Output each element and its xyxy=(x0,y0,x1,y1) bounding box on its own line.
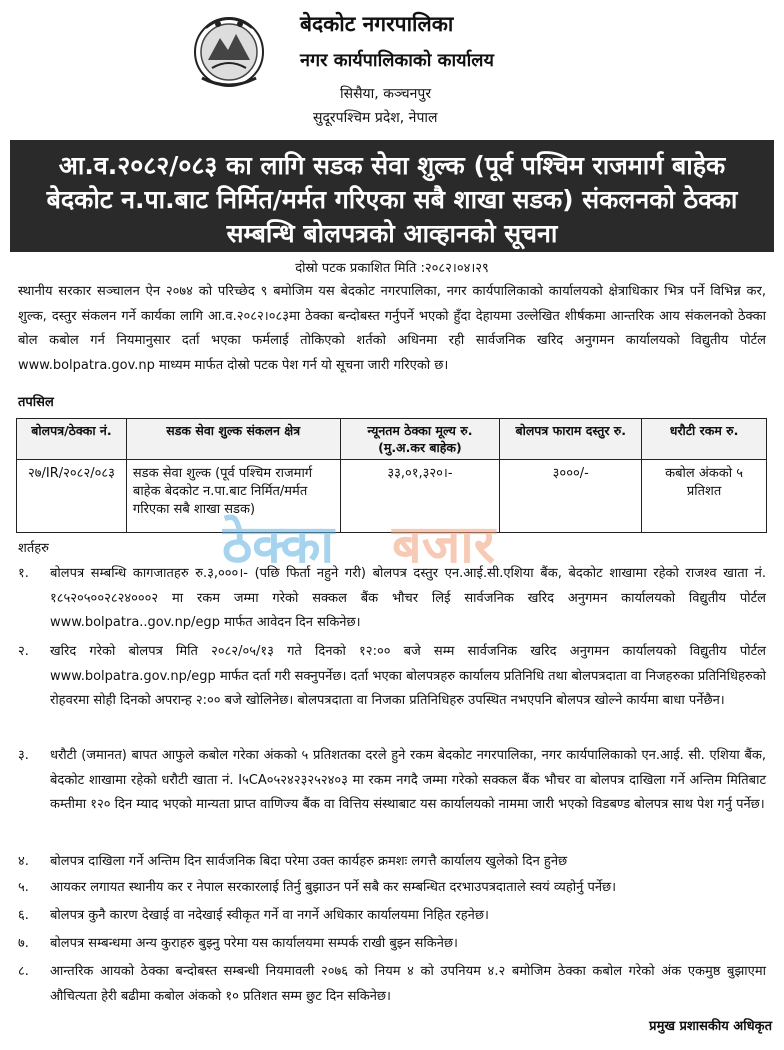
condition-text: खरिद गरेको बोलपत्र मिति २०८२/०५/१३ गते दिनको १२:०० बजे सम्म सार्वजनिक खरिद अनुगमन कार्यालयको विद्युतीय पोर्टल www.bolpatra.gov.np/egp मार्फत दर्ता गरी सक्नुपर्नेछ। दर्ता भएका बोलपत्रहरु कार्यालय प्रतिनिधि तथा बोलपत्रदाता वा निजहरुका प्रतिनिधिहरुको रोहवरमा सोही दिनको अपरान्ह २:०० बजे खोलिनेछ। बोलपत्रदाता वा निजका प्रतिनिधिहरु उपस्थित नभएपनि बोलपत्र खोल्ने कार्यमा बाधा पर्नेछैन। xyxy=(50,644,766,708)
watermark-part-1: ठेक्का xyxy=(222,515,334,575)
address-line-1: सिसैया, कञ्चनपुर xyxy=(340,86,432,102)
condition-number: ५. xyxy=(18,880,29,895)
details-label: तपसिल xyxy=(18,395,54,410)
address-line-2: सुदूरपश्चिम प्रदेश, नेपाल xyxy=(313,110,438,126)
published-date: दोस्रो पटक प्रकाशित मिति :२०८२।०४।२९ xyxy=(295,261,489,276)
condition-text: धरौटी (जमानत) बापत आफुले कबोल गरेका अंकको ५ प्रतिशतका दरले हुने रकम बेदकोट नगरपालिका, नगर कार्यपालिकाको एन.आई. सी. एशिया बैंक, बेदकोट शाखामा रहेको धरौटी खाता नं. I५CA०५२४२३२५२४०३ मा रकम नगदै जम्मा गरेको सक्कल बैंक भौचर वा बोलपत्र दाखिला गर्ने अन्तिम मितिबाट कम्तीमा १२० दिन म्याद भएको मान्यता प्राप्त वाणिज्य बैंक वा वित्तिय संस्थाबाट यस कार्यालयको नाममा जारी भएको विडबण्ड बोलपत्र साथ पेश गर्नु पर्नेछ। xyxy=(50,748,766,812)
condition-text: बोलपत्र सम्बन्धमा अन्य कुराहरु बुझ्नु परेमा यस कार्यालयमा सम्पर्क राखी बुझ्न सकिनेछ। xyxy=(50,936,458,951)
condition-text: बोलपत्र सम्बन्धि कागजातहरु रु.३,०००।- (पछि फिर्ता नहुने गरी) बोलपत्र दस्तुर एन.आई.सी.एशिया बैंक, बेदकोट शाखामा रहेको राजश्व खाता नं. १८५२०५००२८२४०००२ मा रकम जम्मा गरेको सक्कल बैंक भौचर लिई सार्वजनिक खरिद अनुगमन कार्यालयको विद्युतीय पोर्टल www.bolpatra..gov.np/egp मार्फत आवेदन दिन सकिनेछ। xyxy=(50,566,766,630)
org-name: बेदकोट नगरपालिका xyxy=(300,12,454,36)
title-line-2: बेदकोट न.पा.बाट निर्मित/मर्मत गरिएका सबै शाखा सडक) संकलनको ठेक्का xyxy=(46,185,738,214)
cell-contract-no: २७/IR/२०८२/०८३ xyxy=(17,460,127,533)
cell-min-price: ३३,०१,३२०।- xyxy=(340,460,500,533)
condition-text: आन्तरिक आयको ठेक्का बन्दोबस्त सम्बन्धी नियमावली २०७६ को नियम ४ को उपनियम ४.२ बमोजिम ठेक्का कबोल गरेको अंक एकमुष्ठ बुझाएमा औचित्यता हेरी बढीमा कबोल अंकको १० प्रतिशत सम्म छुट दिन सकिनेछ। xyxy=(50,964,766,1004)
header-area: सडक सेवा शुल्क संकलन क्षेत्र xyxy=(126,419,340,460)
condition-number: २. xyxy=(18,644,29,659)
signature-title: प्रमुख प्रशासकीय अधिकृत xyxy=(649,1019,772,1034)
condition-text: आयकर लगायत स्थानीय कर र नेपाल सरकारलाई तिर्नु बुझाउन पर्ने सबै कर सम्बन्धित दरभाउपत्रदाताले स्वयं व्यहोर्नु पर्नेछ। xyxy=(50,880,617,895)
title-line-1: आ.व.२०८२/०८३ का लागि सडक सेवा शुल्क (पूर्व पश्चिम राजमार्ग बाहेक xyxy=(58,151,726,180)
condition-number: ४. xyxy=(18,854,29,869)
header-min-price: न्यूनतम ठेक्का मूल्य रु.(मु.अ.कर बाहेक) xyxy=(340,419,500,460)
conditions-label: शर्तहरु xyxy=(18,541,49,556)
condition-text: बोलपत्र कुनै कारण देखाई वा नदेखाई स्वीकृत गर्ने वा नगर्ने अधिकार कार्यालयमा निहित रहनेछ। xyxy=(50,908,489,923)
header-contract-no: बोलपत्र/ठेक्का नं. xyxy=(17,419,127,460)
notice-title-banner xyxy=(10,140,774,252)
header-form-fee: बोलपत्र फाराम दस्तुर रु. xyxy=(500,419,642,460)
cell-form-fee: ३०००/- xyxy=(500,460,642,533)
condition-number: ६. xyxy=(18,908,29,923)
cell-area: सडक सेवा शुल्क (पूर्व पश्चिम राजमार्ग बाहेक बेदकोट न.पा.बाट निर्मित/मर्मत गरिएका सबै शाखा सडक) xyxy=(126,460,340,533)
table-header-row xyxy=(17,419,767,460)
office-name: नगर कार्यपालिकाको कार्यालय xyxy=(300,50,494,71)
watermark-part-2: बजार xyxy=(392,515,496,575)
condition-text: बोलपत्र दाखिला गर्ने अन्तिम दिन सार्वजनिक बिदा परेमा उक्त कार्यहरु क्रमशः लगत्तै कार्यालय खुलेको दिन हुनेछ xyxy=(50,854,568,869)
condition-number: ८. xyxy=(18,964,29,979)
condition-number: ७. xyxy=(18,936,29,951)
header-deposit: धरौटी रकम रु. xyxy=(642,419,767,460)
condition-number: १. xyxy=(18,566,29,581)
nepal-emblem-icon xyxy=(188,8,270,90)
header xyxy=(0,0,784,140)
condition-number: ३. xyxy=(18,748,29,763)
intro-paragraph: स्थानीय सरकार सञ्चालन ऐन २०७४ को परिच्छेद ९ बमोजिम यस बेदकोट नगरपालिका, नगर कार्यपालिकाको कार्यालयको क्षेत्राधिकार भित्र पर्ने विभिन्न कर, शुल्क, दस्तुर संकलन गर्ने कार्यका लागि आ.व.२०८२।०८३मा ठेक्का बन्दोबस्त गर्नुपर्ने भएको हुँदा देहायमा उल्लेखित शीर्षकमा आन्तरिक आय संकलनको ठेक्का बोल कबोल गर्न नियमानुसार दर्ता भएका फर्मलाई तोकिएको शर्तको अधिनमा रही सार्वजनिक खरिद अनुगमन कार्यालयको विद्युतीय पोर्टल www.bolpatra.gov.np माध्यम मार्फत दोस्रो पटक पेश गर्न यो सूचना जारी गरिएको छ। xyxy=(18,284,766,373)
cell-deposit: कबोल अंकको ५ प्रतिशत xyxy=(642,460,767,533)
title-line-3: सम्बन्धि बोलपत्रको आव्हानको सूचना xyxy=(226,219,558,248)
